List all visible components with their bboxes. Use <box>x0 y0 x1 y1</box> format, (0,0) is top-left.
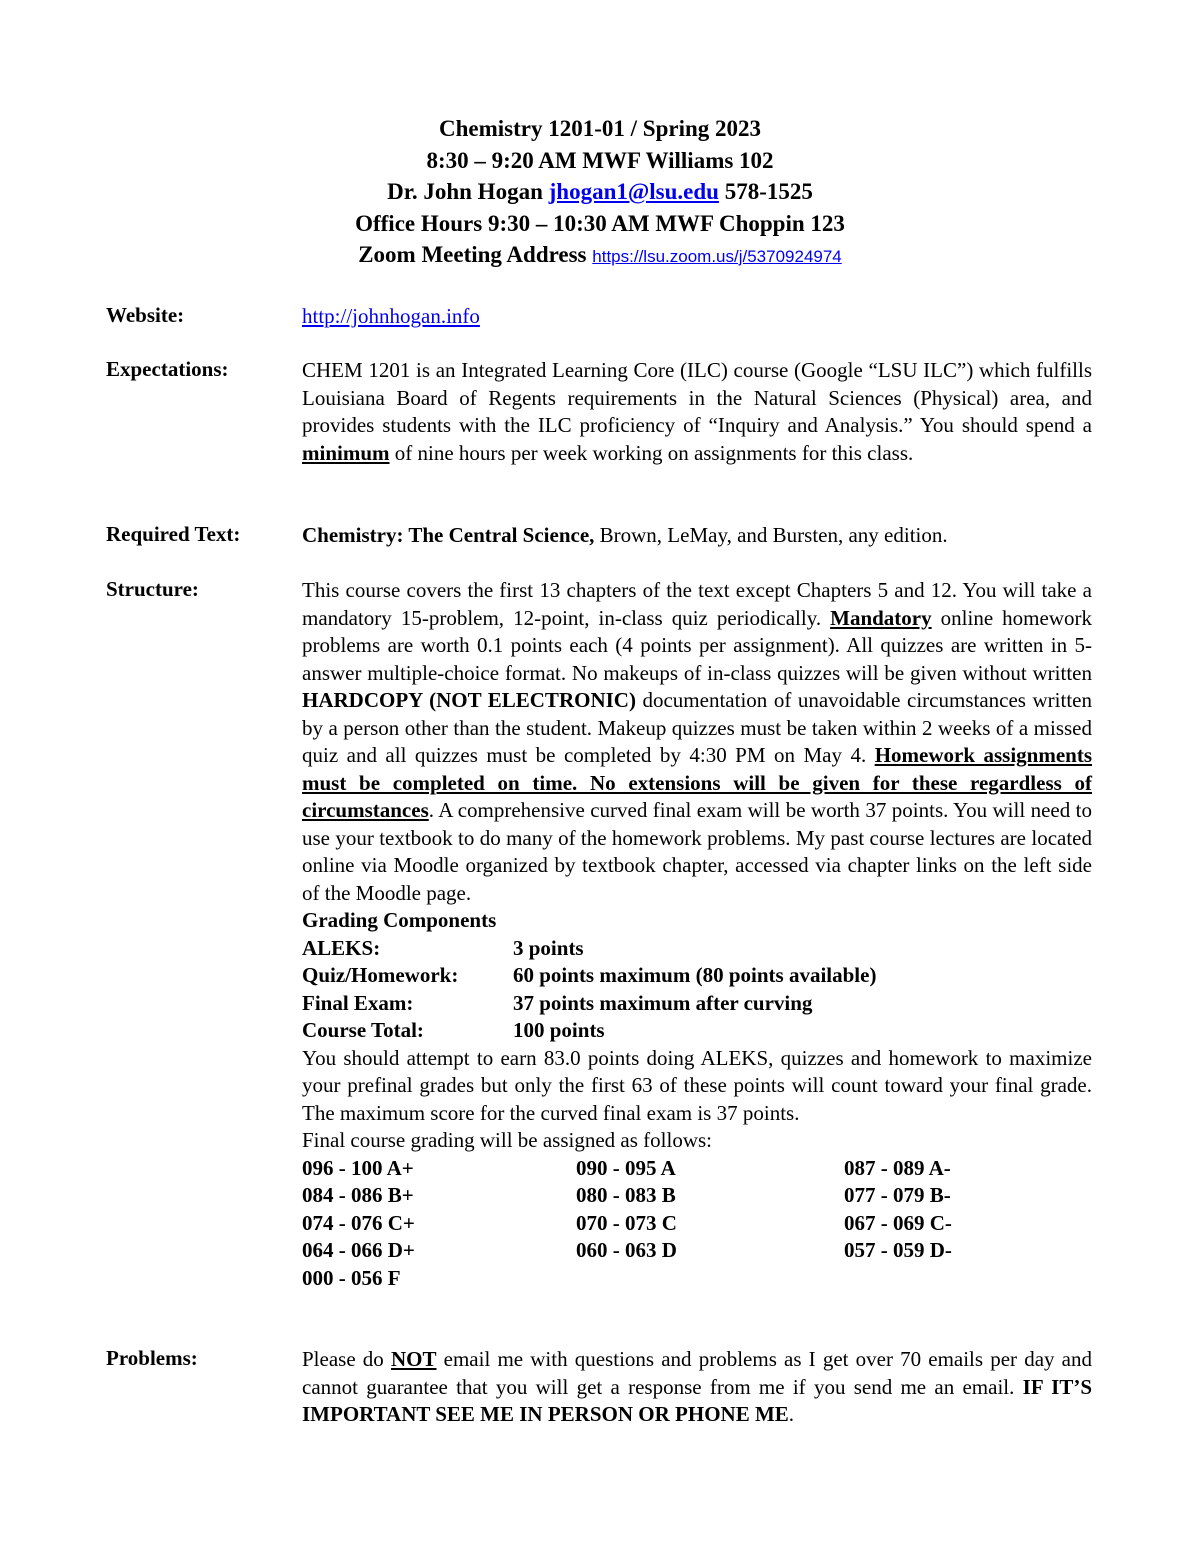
grading-row <box>302 1017 1092 1045</box>
grade-range: 060 - 063 D <box>576 1238 677 1262</box>
website-section <box>302 303 1092 331</box>
class-time: 8:30 – 9:20 AM MWF Williams 102 <box>426 147 774 173</box>
grading-components <box>302 907 1092 1045</box>
zoom-line <box>0 239 1200 273</box>
expectations-part-1: CHEM 1201 is an Integrated Learning Core (ILC) course (Google “LSU ILC”) which fulfills Louisiana Board of Regents requirements in the Natural Sciences (Physical) area, and provides students with the ILC proficiency of “Inquiry and Analysis.” You should spend a <box>302 358 1092 437</box>
expectations-label: Expectations: <box>106 357 229 381</box>
instructor-email-link[interactable]: jhogan1@lsu.edu <box>548 179 719 204</box>
structure-part-1: This course covers the first 13 chapters of the text except Chapters 5 and 12. You will take a mandatory 15-problem, 12-point, in-class quiz periodically. <box>302 578 1092 630</box>
structure-paragraph <box>302 577 1092 907</box>
grade-range: 064 - 066 D+ <box>302 1238 415 1262</box>
structure-label: Structure: <box>106 577 199 601</box>
problems-not: NOT <box>390 1347 437 1371</box>
grade-range: 057 - 059 D- <box>844 1238 952 1262</box>
instructor-line <box>0 176 1200 208</box>
course-title: Chemistry 1201-01 / Spring 2023 <box>439 116 761 141</box>
grading-value: 60 points maximum (80 points available) <box>513 963 877 987</box>
problems-emphasis: IF IT’S IMPORTANT SEE ME IN PERSON OR PHONE ME <box>302 1374 1093 1426</box>
structure-part-4: . A comprehensive curved final exam will be worth 37 points. You will need to use your textbook to do many of the homework problems. My past course lectures are located online via Moodle organized by textbook chapter, accessed via chapter links on the left side of the Moodle page. <box>302 798 1092 905</box>
textbook-title: Chemistry: The Central Science, <box>302 523 595 547</box>
grade-range: 067 - 069 C- <box>844 1210 952 1235</box>
structure-part-2: online homework problems are worth 0.1 points each (4 points per assignment). All quizzes are written in 5-answer multiple-choice format. No makeups of in-class quizzes will be given without written <box>302 605 1092 685</box>
grade-range: 096 - 100 A+ <box>302 1155 414 1180</box>
problems-label: Problems: <box>106 1346 198 1370</box>
expectations-part-2: of nine hours per week working on assignments for this class. <box>394 440 914 465</box>
problems-period: . <box>788 1402 795 1426</box>
grading-key: Quiz/Homework: <box>302 963 459 987</box>
structure-paragraph-2: You should attempt to earn 83.0 points doing ALEKS, quizzes and homework to maximize your prefinal grades but only the first 63 of these points will count toward your final grade. The maximum score for the curved final exam is 37 points. <box>302 1045 1092 1125</box>
required-text-label: Required Text: <box>106 522 241 546</box>
website-link[interactable]: http://johnhogan.info <box>302 304 480 328</box>
grade-range: 074 - 076 C+ <box>302 1210 415 1235</box>
grading-value: 37 points maximum after curving <box>513 990 813 1015</box>
homework-warning: Homework assignments must be completed on time. No extensions will be given for these regardless of circumstances <box>302 743 1092 822</box>
problems-part-2: email me with questions and problems as I get over 70 emails per day and cannot guarantee that you will get a response from me if you send me an email. <box>302 1347 1092 1399</box>
structure-hardcopy: HARDCOPY (NOT ELECTRONIC) <box>302 688 636 712</box>
required-text <box>302 522 1092 550</box>
grading-scale <box>302 1155 1092 1293</box>
website-label: Website: <box>106 303 185 327</box>
grading-title: Grading Components <box>302 908 497 932</box>
textbook-authors: Brown, LeMay, and Bursten, any edition. <box>599 523 948 547</box>
course-header <box>0 113 1200 273</box>
instructor-phone: 578-1525 <box>724 179 813 204</box>
grading-key: Final Exam: <box>302 990 414 1015</box>
grade-range: 084 - 086 B+ <box>302 1183 414 1207</box>
grade-range: 070 - 073 C <box>576 1210 677 1235</box>
zoom-link[interactable]: https://lsu.zoom.us/j/5370924974 <box>592 247 842 266</box>
expectations-text <box>302 357 1092 467</box>
grading-value: 100 points <box>513 1018 605 1042</box>
grade-range: 000 - 056 F <box>302 1265 401 1290</box>
expectations-minimum: minimum <box>302 440 390 465</box>
grade-range: 090 - 095 A <box>576 1155 676 1180</box>
structure-mandatory: Mandatory <box>830 605 932 630</box>
grade-range: 080 - 083 B <box>576 1183 676 1207</box>
structure-part-3: documentation of unavoidable circumstances written by a person other than the student. Makeup quizzes must be taken within 2 weeks of a missed quiz and all quizzes must be completed by 4:30 PM on May 4. <box>302 688 1092 767</box>
problems-part-1: Please do <box>302 1347 384 1371</box>
instructor-name: Dr. John Hogan <box>387 179 543 204</box>
grading-row <box>302 962 1092 990</box>
grading-value: 3 points <box>513 935 584 960</box>
zoom-label: Zoom Meeting Address <box>358 242 587 267</box>
grading-row <box>302 990 1092 1018</box>
grading-scale-intro: Final course grading will be assigned as follows: <box>302 1128 713 1152</box>
grading-key: Course Total: <box>302 1018 424 1042</box>
structure-section <box>302 577 1092 1292</box>
grade-range: 077 - 079 B- <box>844 1183 951 1207</box>
problems-text <box>302 1346 1092 1429</box>
grade-range: 087 - 089 A- <box>844 1155 951 1180</box>
grading-row <box>302 935 1092 963</box>
grading-key: ALEKS: <box>302 935 381 960</box>
office-hours: Office Hours 9:30 – 10:30 AM MWF Choppin 123 <box>355 210 845 236</box>
